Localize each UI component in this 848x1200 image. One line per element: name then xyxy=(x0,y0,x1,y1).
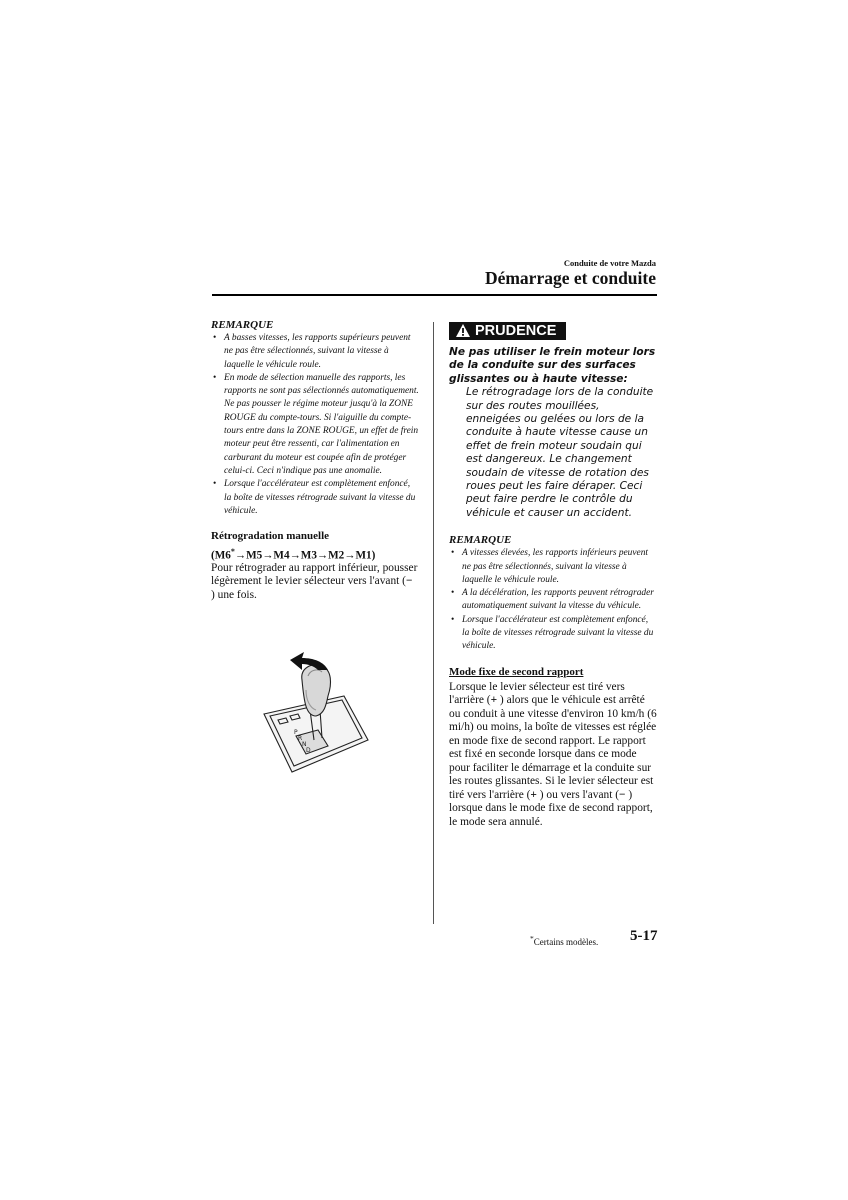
caution-banner xyxy=(449,322,566,340)
remarque-heading: REMARQUE xyxy=(211,319,274,331)
list-item: • Lorsque l'accélérateur est complètement enfoncé, la boîte de vitesses rétrograde suivant la vitesse du véhicule. xyxy=(211,478,419,518)
column-divider xyxy=(433,322,434,924)
minus-symbol: − xyxy=(405,575,413,588)
svg-text:D: D xyxy=(306,747,311,754)
warning-triangle-icon xyxy=(455,323,471,338)
list-item: • A la décélération, les rapports peuvent rétrograder automatiquement suivant la vitesse du véhicule. xyxy=(449,587,657,614)
page-number: 5-17 xyxy=(630,928,658,944)
downshift-text: Pour rétrograder au rapport inférieur, pousser légèrement le levier sélecteur vers l'avant (− ) une fois. xyxy=(211,561,418,601)
plus-symbol: + xyxy=(490,694,498,707)
footnote-star: * xyxy=(230,547,235,557)
hold-mode-heading: Mode fixe de second rapport xyxy=(449,665,584,678)
remarque-heading: REMARQUE xyxy=(449,534,512,547)
caution-body: Le rétrogradage lors de la conduite sur des routes mouillées, enneigées ou gelées ou lors de la conduite à haute vitesse cause un effet de frein moteur soudain qui est dangereux. Le changement soudain de vitesse de rotation des roues peut les faire déraper. Ceci peut faire perdre le contrôle du véhicule et causer un accident. xyxy=(466,386,654,519)
list-item: • En mode de sélection manuelle des rapports, les rapports ne sont pas sélectionnés automatiquement. Ne pas pousser le régime moteur jusqu'à la ZONE ROUGE du compte-tours. Si l'aiguille du compte-tours entre dans la ZONE ROUGE, un effet de frein moteur peut être ressenti, car l'alimentation en carburant du moteur est coupée afin de protéger celui-ci. Ceci n'indique pas une anomalie. xyxy=(211,372,419,478)
gear-shift-lever-illustration xyxy=(256,650,376,782)
left-column xyxy=(211,319,419,602)
list-item: • Lorsque l'accélérateur est complètement enfoncé, la boîte de vitesses rétrograde suivant la vitesse du véhicule. xyxy=(449,614,657,654)
downshift-heading: Rétrogradation manuelle xyxy=(211,530,330,543)
caution-label: PRUDENCE xyxy=(475,323,557,339)
gear-sequence: (M6*→M5→M4→M3→M2→M1) xyxy=(211,547,376,562)
svg-text:N: N xyxy=(302,741,307,748)
list-item: • A basses vitesses, les rapports supérieurs peuvent ne pas être sélectionnés, suivant la vitesse à laquelle le véhicule roule. xyxy=(211,332,419,372)
minus-symbol: − xyxy=(619,788,626,801)
plus-symbol: + xyxy=(530,788,537,801)
hold-mode-text: Lorsque le levier sélecteur est tiré vers l'arrière (+ ) alors que le véhicule est arrêté ou conduit à une vitesse d'environ 10 km/h (6 mi/h) ou moins, la boîte de vitesses est réglée en mode fixe de second rapport. Le rapport est fixé en seconde lorsque dans ce mode pour faciliter le démarrage et la conduite sur les routes glissantes. Si le levier sélecteur est tiré vers l'arrière (+ ) ou vers l'avant (− ) lorsque dans le mode fixe de second rapport, le mode sera annulé. xyxy=(449,680,657,828)
section-subtitle: Conduite de votre Mazda xyxy=(563,258,656,268)
footnote-star: * xyxy=(530,934,534,943)
footnote: *Certains modèles. xyxy=(530,934,599,947)
svg-text:P: P xyxy=(294,729,298,736)
header-rule xyxy=(212,294,657,296)
list-item: • A vitesses élevées, les rapports inférieurs peuvent ne pas être sélectionnés, suivant la vitesse à laquelle le véhicule roule. xyxy=(449,547,657,587)
caution-heading: Ne pas utiliser le frein moteur lors de la conduite sur des surfaces glissantes ou à haute vitesse: xyxy=(449,346,656,385)
remarque-list xyxy=(449,547,657,653)
right-column xyxy=(449,322,657,829)
page-title: Démarrage et conduite xyxy=(484,268,656,288)
remarque-list xyxy=(211,332,419,518)
svg-text:R: R xyxy=(298,735,303,742)
